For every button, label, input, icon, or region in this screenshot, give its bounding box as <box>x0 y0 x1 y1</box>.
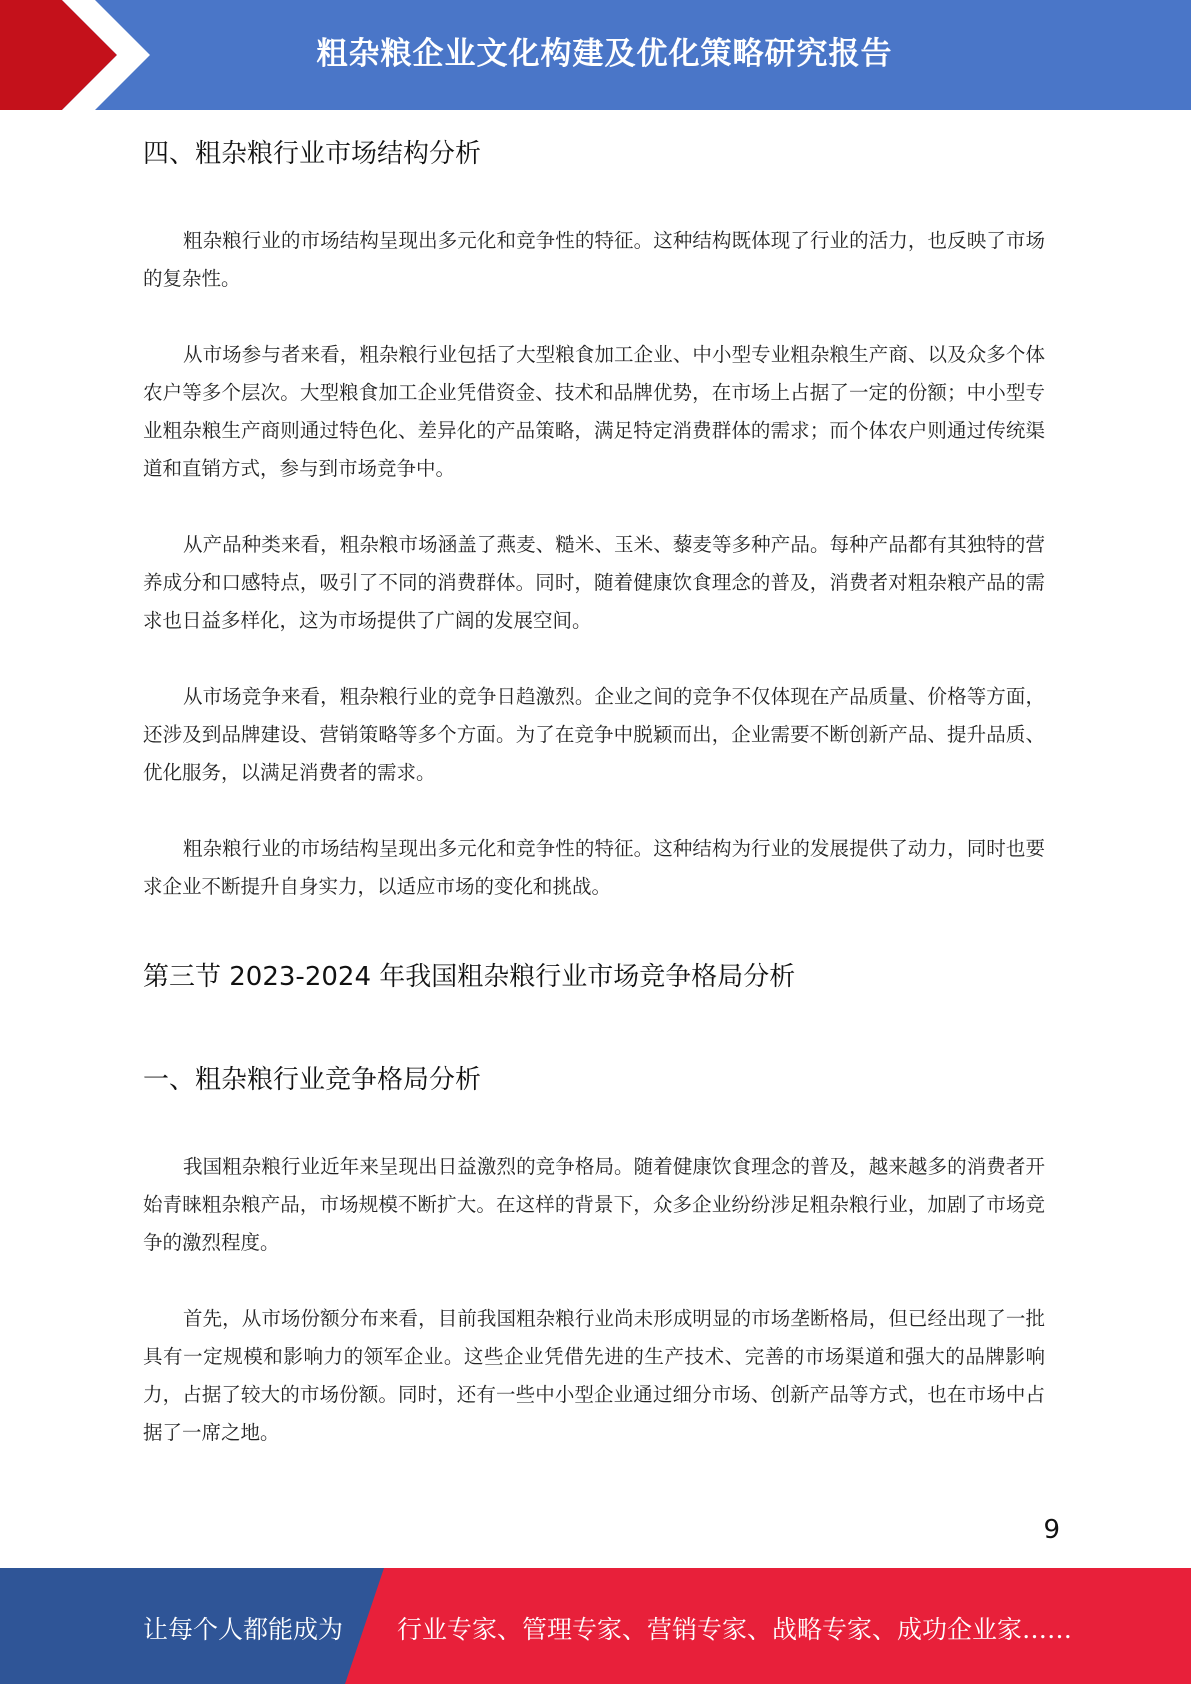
page-number: 9 <box>1043 1515 1060 1545</box>
paragraph: 从产品种类来看，粗杂粮市场涵盖了燕麦、糙米、玉米、藜麦等多种产品。每种产品都有其独特的营养成分和口感特点，吸引了不同的消费群体。同时，随着健康饮食理念的普及，消费者对粗杂粮产品的需求也日益多样化，这为市场提供了广阔的发展空间。 <box>143 533 1045 632</box>
paragraph: 我国粗杂粮行业近年来呈现出日益激烈的竞争格局。随着健康饮食理念的普及，越来越多的消费者开始青睐粗杂粮产品，市场规模不断扩大。在这样的背景下，众多企业纷纷涉足粗杂粮行业，加剧了市场竞争的激烈程度。 <box>143 1155 1045 1254</box>
paragraph: 从市场竞争来看，粗杂粮行业的竞争日趋激烈。企业之间的竞争不仅体现在产品质量、价格等方面，还涉及到品牌建设、营销策略等多个方面。为了在竞争中脱颖而出，企业需要不断创新产品、提升品质、优化服务，以满足消费者的需求。 <box>143 685 1045 784</box>
paragraph: 首先，从市场份额分布来看，目前我国粗杂粮行业尚未形成明显的市场垄断格局，但已经出现了一批具有一定规模和影响力的领军企业。这些企业凭借先进的生产技术、完善的市场渠道和强大的品牌影响力，占据了较大的市场份额。同时，还有一些中小型企业通过细分市场、创新产品等方式，也在市场中占据了一席之地。 <box>143 1307 1045 1444</box>
paragraph: 从市场参与者来看，粗杂粮行业包括了大型粮食加工企业、中小型专业粗杂粮生产商、以及众多个体农户等多个层次。大型粮食加工企业凭借资金、技术和品牌优势，在市场上占据了一定的份额；中小型专业粗杂粮生产商则通过特色化、差异化的产品策略，满足特定消费群体的需求；而个体农户则通过传统渠道和直销方式，参与到市场竞争中。 <box>143 343 1045 480</box>
footer-slogan-right: 行业专家、管理专家、营销专家、战略专家、成功企业家…… <box>397 1615 1073 1644</box>
section-heading-market-structure: 四、粗杂粮行业市场结构分析 <box>143 139 482 169</box>
chapter-heading-competition: 第三节 2023-2024 年我国粗杂粮行业市场竞争格局分析 <box>143 962 796 992</box>
footer-banner <box>0 1568 1191 1684</box>
section-heading-competition-pattern: 一、粗杂粮行业竞争格局分析 <box>143 1065 482 1095</box>
header-banner <box>0 0 1191 110</box>
paragraph: 粗杂粮行业的市场结构呈现出多元化和竞争性的特征。这种结构既体现了行业的活力，也反映了市场的复杂性。 <box>143 229 1045 290</box>
document-title: 粗杂粮企业文化构建及优化策略研究报告 <box>316 36 893 72</box>
paragraph: 粗杂粮行业的市场结构呈现出多元化和竞争性的特征。这种结构为行业的发展提供了动力，同时也要求企业不断提升自身实力，以适应市场的变化和挑战。 <box>143 837 1045 898</box>
footer-slogan-left: 让每个人都能成为 <box>143 1615 344 1644</box>
